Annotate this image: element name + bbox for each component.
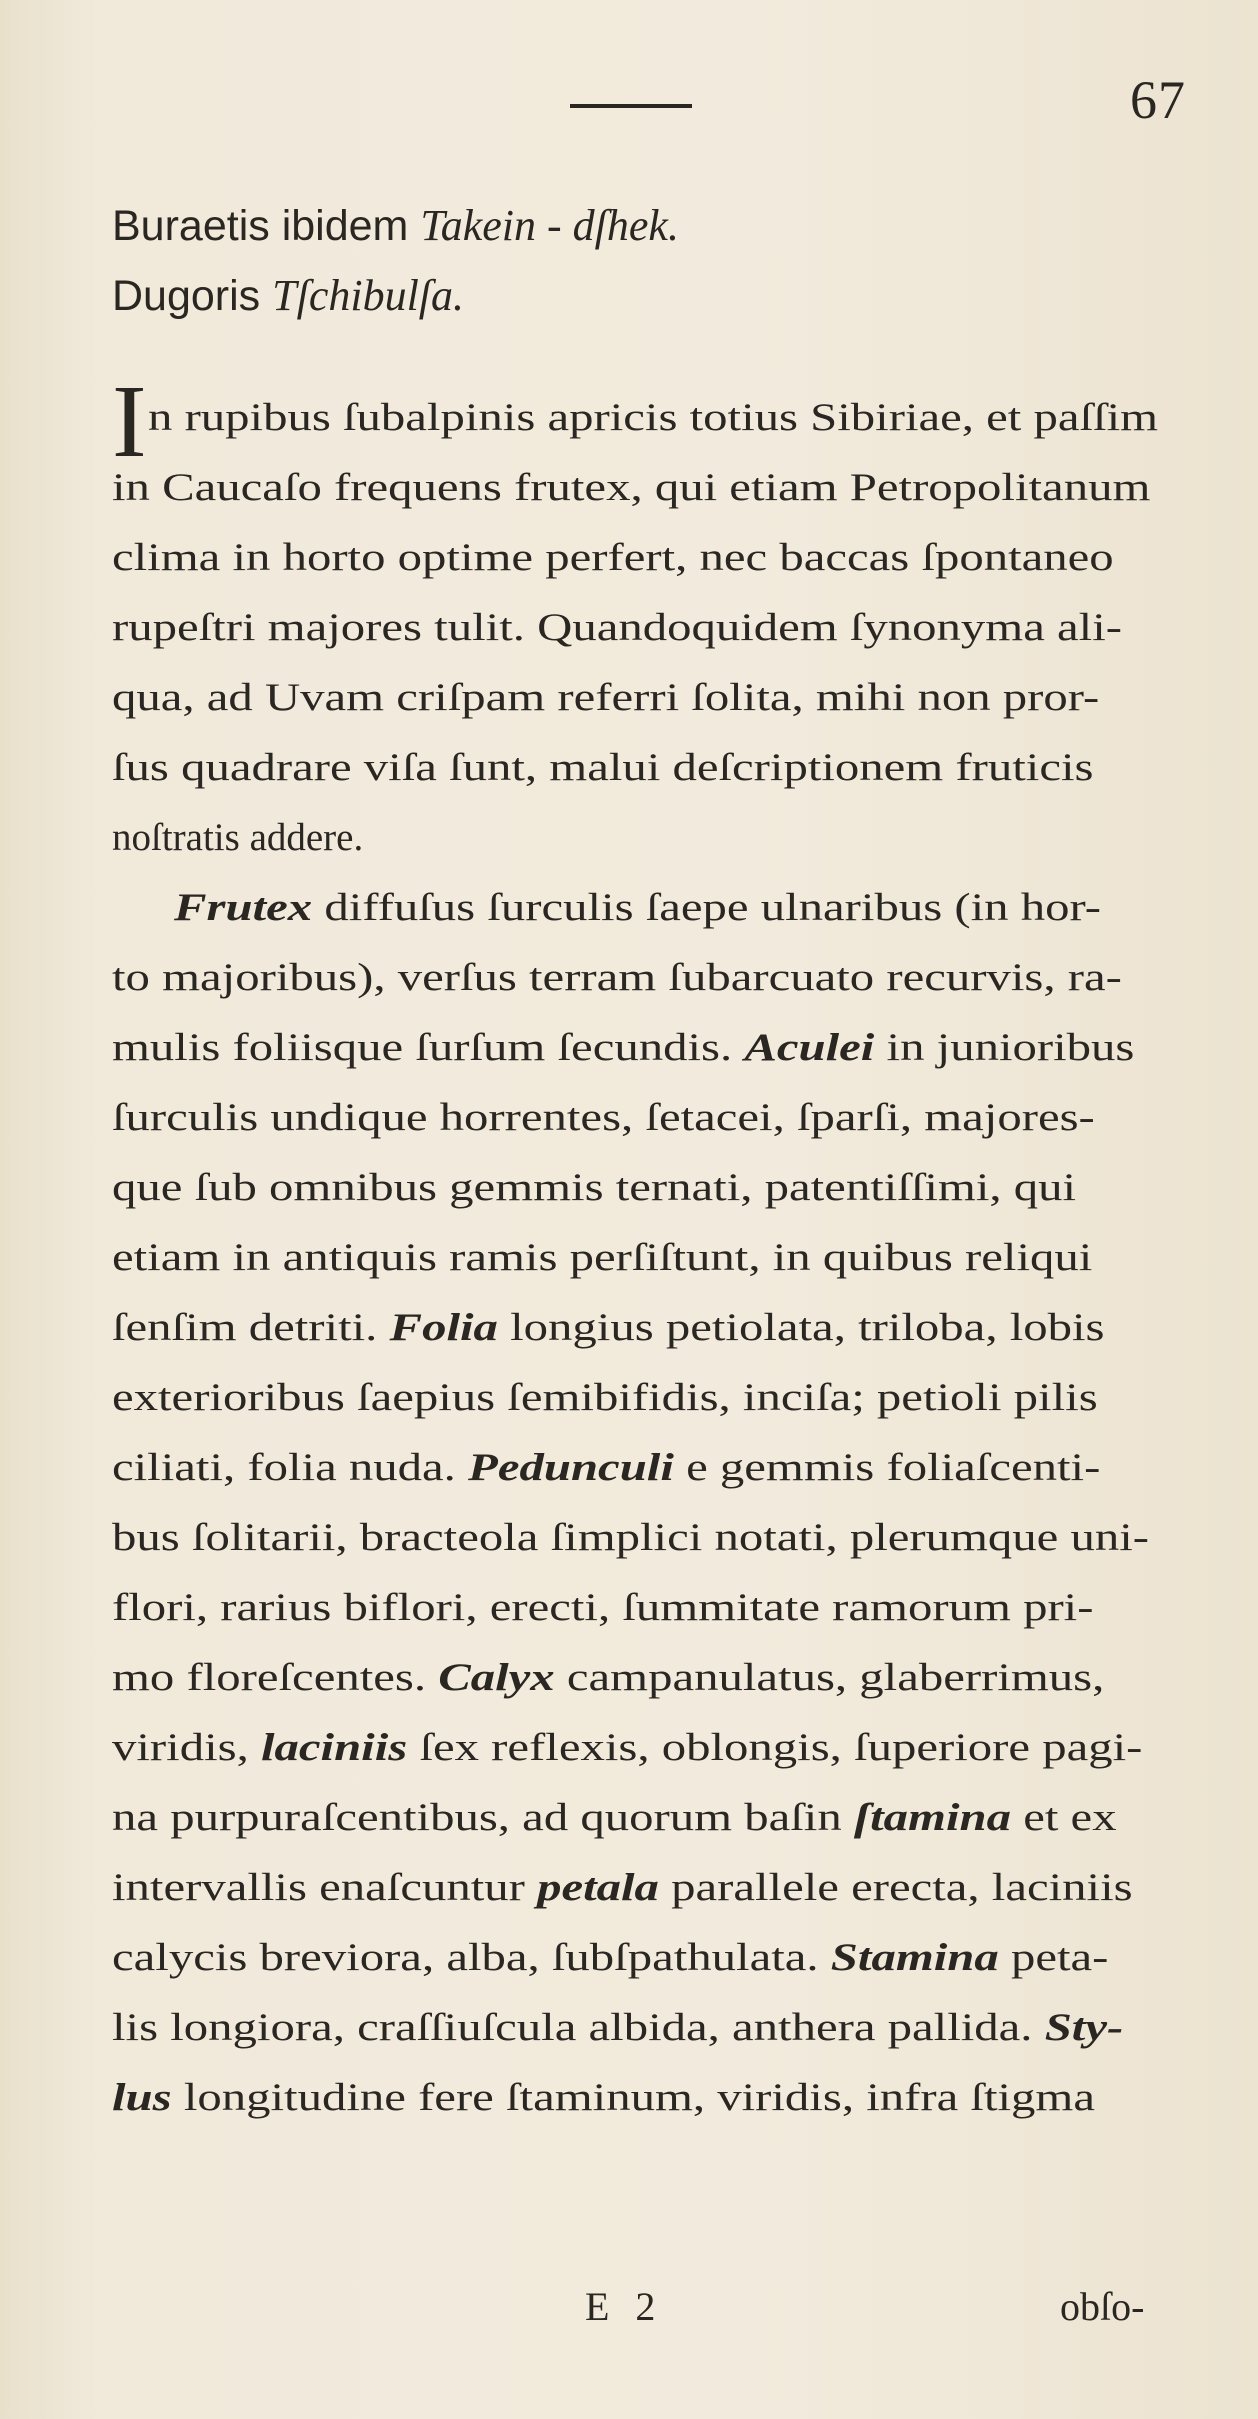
body-line — [112, 1993, 1123, 2063]
italic-term: Folia — [389, 1306, 498, 1349]
text-run: longitudine fere ſtaminum, viridis, infra ſtigma — [171, 2076, 1095, 2119]
text-run: mulis foliisque ſurſum ſecundis. — [112, 1026, 745, 1069]
text-run: que ſub omnibus gemmis ternati, patentiſſimi, qui — [112, 1166, 1077, 1209]
text-run: diffuſus ſurculis ſaepe ulnaribus (in hor- — [312, 886, 1101, 929]
text-run: bus ſolitarii, bracteola ſimplici notati, plerumque uni- — [112, 1516, 1150, 1559]
body-line — [112, 803, 363, 873]
text-run: flori, rarius biflori, erecti, ſummitate ramorum pri- — [112, 1586, 1094, 1629]
page-number: 67 — [1130, 70, 1186, 130]
body-line — [112, 1643, 1104, 1713]
text-run: peta- — [998, 1936, 1109, 1979]
text-run: ſurculis undique horrentes, ſetacei, ſparſi, majores- — [112, 1096, 1095, 1139]
text-run: ſenſim detriti. — [112, 1306, 390, 1349]
body-line — [112, 1853, 1133, 1923]
text-run: lis longiora, craſſiuſcula albida, anthera pallida. — [112, 2006, 1045, 2049]
text-run: intervallis enaſcuntur — [112, 1866, 538, 1909]
body-line — [112, 1153, 1076, 1223]
italic-term: ſtamina — [853, 1796, 1012, 1839]
text-run: to majoribus), verſus terram ſubarcuato recurvis, ra- — [112, 956, 1122, 999]
italic-term: Pedunculi — [468, 1446, 674, 1489]
text-run: ſus quadrare viſa ſunt, malui deſcriptionem fruticis — [112, 746, 1094, 789]
text-run: mo floreſcentes. — [112, 1656, 439, 1699]
italic-term: laciniis — [260, 1726, 408, 1769]
body-line — [112, 1573, 1093, 1643]
italic-term: lus — [112, 2076, 172, 2119]
text-run: e gemmis foliaſcenti- — [673, 1446, 1101, 1489]
italic-term: Stamina — [830, 1936, 999, 1979]
italic-term: Frutex — [174, 886, 313, 929]
body-line — [112, 523, 1114, 593]
heading-prefix: Buraetis ibidem — [112, 202, 421, 250]
text-run: etiam in antiquis ramis perſiſtunt, in quibus reliqui — [112, 1236, 1093, 1279]
text-run: viridis, — [112, 1726, 261, 1769]
text-run: qua, ad Uvam criſpam referri ſolita, mihi non pror- — [112, 676, 1100, 719]
text-run: parallele erecta, laciniis — [658, 1866, 1133, 1909]
text-run: noſtratis addere. — [112, 816, 364, 859]
text-run: ciliati, folia nuda. — [112, 1446, 469, 1489]
text-run: campanulatus, glaberrimus, — [554, 1656, 1105, 1699]
text-run: in Caucaſo frequens frutex, qui etiam Petropolitanum — [112, 466, 1151, 509]
heading-line-2 — [112, 270, 464, 322]
body-line — [112, 1713, 1142, 1783]
body-line — [112, 1923, 1108, 1993]
body-line — [112, 453, 1150, 523]
text-run: calycis breviora, alba, ſubſpathulata. — [112, 1936, 831, 1979]
body-line — [112, 1503, 1149, 1573]
text-run: n rupibus ſubalpinis apricis totius Sibiriae, et paſſim — [148, 396, 1159, 439]
heading-name: Tſchibulſa. — [272, 271, 465, 320]
heading-line-1 — [112, 200, 679, 252]
italic-term: Calyx — [438, 1656, 555, 1699]
body-line — [112, 943, 1122, 1013]
body-line — [112, 2063, 1095, 2133]
text-run: ſex reflexis, oblongis, ſuperiore pagi- — [407, 1726, 1143, 1769]
body-line — [112, 1363, 1098, 1433]
catchword: obſo- — [1060, 2284, 1145, 2329]
italic-term: Aculei — [744, 1026, 875, 1069]
heading-prefix: Dugoris — [112, 272, 273, 320]
text-run: in junioribus — [874, 1026, 1135, 1069]
body-line — [112, 733, 1094, 803]
body-line — [112, 1293, 1105, 1363]
body-line — [112, 1433, 1100, 1503]
text-run: rupeſtri majores tulit. Quandoquidem ſynonyma ali- — [112, 606, 1122, 649]
body-line — [112, 1223, 1092, 1293]
body-line — [112, 1013, 1134, 1083]
heading-name: Takein - dſhek. — [420, 201, 679, 250]
text-run: clima in horto optime perfert, nec baccas ſpontaneo — [112, 536, 1114, 579]
drop-initial: I — [112, 364, 147, 479]
text-run: et ex — [1011, 1796, 1117, 1839]
italic-term: petala — [537, 1866, 659, 1909]
body-line — [174, 873, 1101, 943]
body-line — [112, 1083, 1095, 1153]
body-line — [148, 383, 1158, 453]
signature-mark: E 2 — [585, 2284, 664, 2329]
body-line — [112, 1783, 1117, 1853]
italic-term: Sty- — [1044, 2006, 1124, 2049]
body-line — [112, 593, 1122, 663]
text-run: longius petiolata, triloba, lobis — [497, 1306, 1105, 1349]
text-run: exterioribus ſaepius ſemibifidis, inciſa; petioli pilis — [112, 1376, 1098, 1419]
text-run: na purpuraſcentibus, ad quorum baſin — [112, 1796, 854, 1839]
header-rule — [570, 104, 692, 108]
body-line — [112, 663, 1099, 733]
